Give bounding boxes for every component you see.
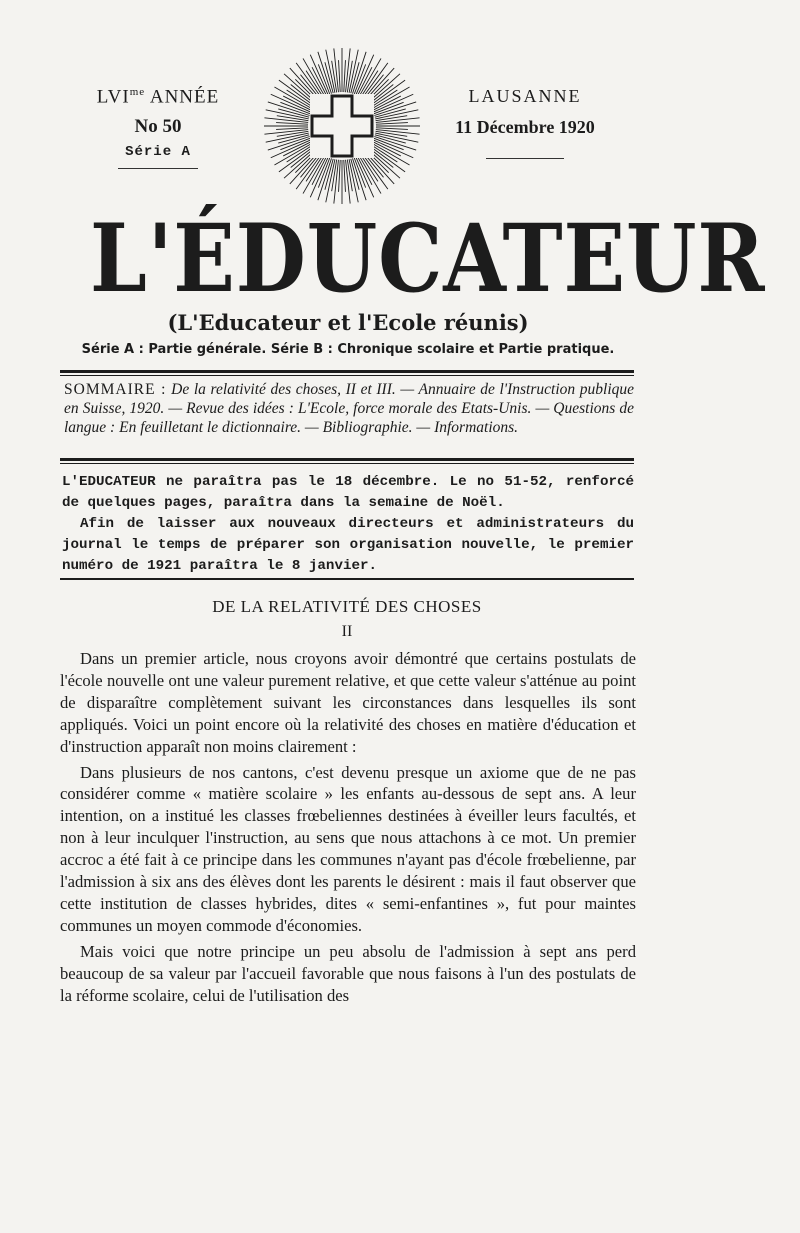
masthead-left xyxy=(88,86,228,169)
article-paragraph: Mais voici que notre principe un peu absolu de l'admission à sept ans perd beaucoup de sa valeur par l'accueil favorable que nous faisons à l'un des postulats de la réforme scolaire, celui de l'utilisation des xyxy=(60,941,636,1005)
article-title: DE LA RELATIVITÉ DES CHOSES xyxy=(212,597,482,616)
notice-paragraph: Afin de laisser aux nouveaux directeurs et administrateurs du journal le temps de préparer son organisation nouvelle, le premier numéro de 1921 paraîtra le 8 janvier. xyxy=(62,516,634,574)
rule-above-sommaire xyxy=(60,370,634,376)
issue-date: 11 Décembre 1920 xyxy=(455,117,595,137)
article-body xyxy=(60,648,636,1011)
series-description: Série A : Partie générale. Série B : Chronique scolaire et Partie pratique. xyxy=(81,342,615,357)
annee-word: ANNÉE xyxy=(149,86,220,108)
annee-label xyxy=(88,86,228,108)
sommaire-text: De la relativité des choses, II et III. — Annuaire de l'Instruction publique en Suisse, 1920. — Revue des idées : L'Ecole, force morale des Etats-Unis. — Questions de langue : En feuilletant le dictionnaire. — Bibliographie. — Informations. xyxy=(64,381,635,436)
notice-paragraph: L'EDUCATEUR ne paraîtra pas le 18 décembre. Le no 51-52, renforcé de quelques pages, paraîtra dans la semaine de Noël. xyxy=(62,474,634,511)
masthead-right-rule xyxy=(486,158,564,159)
series-label: Série A xyxy=(125,144,191,161)
annee-number: LVI xyxy=(96,86,130,108)
article-paragraph: Dans un premier article, nous croyons avoir démontré que certains postulats de l'école nouvelle ont une valeur purement relative, et que cette valeur s'atténue au point de disparaître complètement suivant les circonstances dans lesquelles ils sont appliqués. Voici un point encore où la relativité des choses en matière d'éducation et d'instruction apparaît non moins clairement : xyxy=(60,649,636,756)
rule-below-notice xyxy=(60,578,634,580)
journal-subtitle: (L'Educateur et l'Ecole réunis) xyxy=(167,310,529,335)
masthead-left-rule xyxy=(118,168,198,169)
notice-box xyxy=(62,472,634,577)
article-part: II xyxy=(341,623,353,640)
place-label: LAUSANNE xyxy=(468,86,582,106)
sommaire-label: SOMMAIRE : xyxy=(64,381,167,398)
journal-title: L'ÉDUCATEUR xyxy=(90,204,766,314)
swiss-cross-sunburst-icon xyxy=(262,46,422,206)
rule-below-sommaire xyxy=(60,458,634,464)
issue-number: No 50 xyxy=(134,116,182,138)
masthead-right xyxy=(440,86,610,159)
article-paragraph: Dans plusieurs de nos cantons, c'est devenu presque un axiome que de ne pas considérer comme « matière scolaire » les enfants au-dessous de sept ans. A leur intention, on a institué les classes frœbeliennes destinées à éveiller leurs facultés, et non à leur inculquer l'instruction, au sens que nous attachons à ce mot. Un premier accroc a été fait à ce principe dans les communes n'ayant pas d'école frœbelienne, par l'admission à six ans des élèves dont les parents le désirent : mais il faut observer que cette institution de classes hybrides, dites « semi-enfantines », fut pour maintes communes un moyen commode d'économies. xyxy=(60,762,636,935)
sommaire xyxy=(64,380,634,437)
annee-superscript: me xyxy=(129,86,146,98)
